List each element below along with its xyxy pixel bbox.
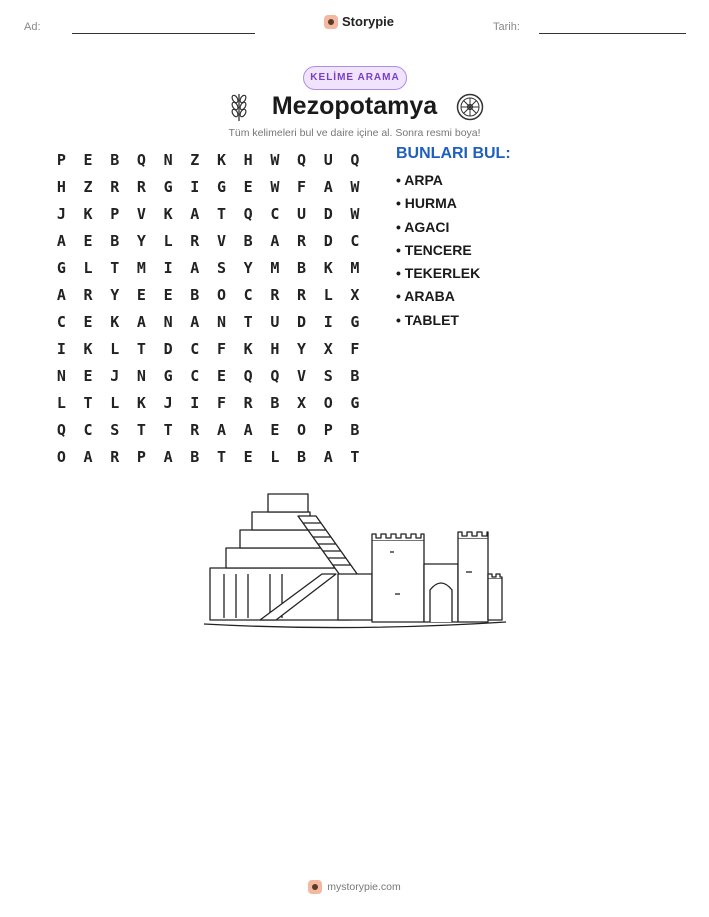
grid-letter[interactable]: F: [297, 177, 307, 196]
grid-letter[interactable]: A: [56, 231, 66, 250]
grid-letter[interactable]: I: [56, 339, 66, 358]
grid-letter[interactable]: G: [216, 177, 226, 196]
grid-letter[interactable]: K: [83, 204, 93, 223]
grid-letter[interactable]: F: [216, 393, 226, 412]
grid-letter[interactable]: B: [190, 447, 200, 466]
grid-letter[interactable]: M: [350, 258, 360, 277]
grid-letter[interactable]: A: [243, 420, 253, 439]
grid-letter[interactable]: T: [243, 312, 253, 331]
brand-name: Storypie: [342, 14, 395, 29]
grid-letter[interactable]: H: [270, 339, 280, 358]
wheel-icon: [456, 93, 484, 126]
brand-logo: [324, 14, 394, 29]
grid-letter[interactable]: A: [190, 258, 200, 277]
grid-letter[interactable]: Q: [297, 150, 307, 169]
grid-letter[interactable]: D: [297, 312, 307, 331]
grid-letter[interactable]: A: [270, 231, 280, 250]
grid-letter[interactable]: I: [190, 177, 200, 196]
grid-letter[interactable]: C: [56, 312, 66, 331]
grid-letter[interactable]: E: [136, 285, 146, 304]
grid-letter[interactable]: E: [270, 420, 280, 439]
grid-letter[interactable]: B: [297, 258, 307, 277]
grid-letter[interactable]: C: [190, 339, 200, 358]
grid-letter[interactable]: L: [270, 447, 280, 466]
grid-letter[interactable]: M: [136, 258, 146, 277]
grid-letter[interactable]: Y: [136, 231, 146, 250]
grid-row: [48, 443, 368, 470]
grid-letter[interactable]: A: [56, 285, 66, 304]
activity-badge: KELİME ARAMA: [303, 66, 407, 90]
name-label: Ad:: [24, 21, 41, 33]
grid-letter[interactable]: K: [323, 258, 333, 277]
grid-letter[interactable]: A: [323, 447, 333, 466]
grid-letter[interactable]: R: [110, 447, 120, 466]
grid-letter[interactable]: K: [110, 312, 120, 331]
grid-letter[interactable]: E: [216, 366, 226, 385]
grid-letter[interactable]: F: [350, 339, 360, 358]
grid-letter[interactable]: R: [297, 231, 307, 250]
grid-letter[interactable]: U: [270, 312, 280, 331]
grid-letter[interactable]: L: [163, 231, 173, 250]
grid-letter[interactable]: G: [163, 177, 173, 196]
grid-letter[interactable]: T: [216, 204, 226, 223]
word-list-item: • ARABA: [396, 288, 455, 305]
grid-letter[interactable]: U: [323, 150, 333, 169]
grid-letter[interactable]: V: [216, 231, 226, 250]
grid-letter[interactable]: R: [270, 285, 280, 304]
grid-letter[interactable]: N: [56, 366, 66, 385]
grid-letter[interactable]: G: [350, 393, 360, 412]
grid-letter[interactable]: I: [190, 393, 200, 412]
grid-letter[interactable]: B: [350, 420, 360, 439]
grid-letter[interactable]: Q: [243, 366, 253, 385]
grid-letter[interactable]: E: [243, 177, 253, 196]
grid-letter[interactable]: O: [297, 420, 307, 439]
grid-letter[interactable]: N: [216, 312, 226, 331]
grid-letter[interactable]: W: [350, 177, 360, 196]
grid-letter[interactable]: K: [216, 150, 226, 169]
grid-letter[interactable]: W: [270, 177, 280, 196]
grid-letter[interactable]: A: [136, 312, 146, 331]
grid-letter[interactable]: S: [323, 366, 333, 385]
grid-letter[interactable]: R: [83, 285, 93, 304]
grid-letter[interactable]: H: [243, 150, 253, 169]
grid-letter[interactable]: O: [216, 285, 226, 304]
instructions: Tüm kelimeleri bul ve daire içine al. Sonra resmi boya!: [228, 127, 481, 139]
grid-row: [48, 200, 368, 227]
grid-letter[interactable]: A: [216, 420, 226, 439]
grid-letter[interactable]: E: [83, 366, 93, 385]
grid-letter[interactable]: R: [297, 285, 307, 304]
grid-letter[interactable]: D: [323, 231, 333, 250]
grid-letter[interactable]: S: [110, 420, 120, 439]
grid-letter[interactable]: A: [190, 204, 200, 223]
grid-letter[interactable]: E: [243, 447, 253, 466]
grid-letter[interactable]: T: [216, 447, 226, 466]
grid-letter[interactable]: Z: [190, 150, 200, 169]
grid-letter[interactable]: X: [297, 393, 307, 412]
grid-letter[interactable]: Q: [243, 204, 253, 223]
word-search-grid: [48, 146, 368, 470]
grid-letter[interactable]: T: [136, 339, 146, 358]
grid-letter[interactable]: B: [270, 393, 280, 412]
grid-letter[interactable]: C: [83, 420, 93, 439]
grid-row: [48, 173, 368, 200]
footer: [0, 880, 709, 894]
grid-letter[interactable]: E: [83, 231, 93, 250]
grid-letter[interactable]: E: [83, 150, 93, 169]
grid-letter[interactable]: I: [163, 258, 173, 277]
grid-letter[interactable]: P: [323, 420, 333, 439]
grid-letter[interactable]: W: [350, 204, 360, 223]
storypie-logo-icon: [324, 15, 338, 29]
grid-letter[interactable]: G: [350, 312, 360, 331]
word-list-item: • TEKERLEK: [396, 265, 481, 282]
grid-letter[interactable]: X: [323, 339, 333, 358]
grid-letter[interactable]: B: [350, 366, 360, 385]
grid-letter[interactable]: Y: [243, 258, 253, 277]
ziggurat-illustration: [200, 490, 510, 645]
grid-letter[interactable]: D: [323, 204, 333, 223]
grid-row: [48, 416, 368, 443]
grid-letter[interactable]: L: [110, 393, 120, 412]
grid-letter[interactable]: A: [323, 177, 333, 196]
grid-letter[interactable]: G: [163, 366, 173, 385]
word-list: [396, 169, 480, 332]
grid-letter[interactable]: W: [270, 150, 280, 169]
grid-letter[interactable]: T: [83, 393, 93, 412]
word-list-item: • HURMA: [396, 195, 457, 212]
grid-letter[interactable]: Y: [110, 285, 120, 304]
grid-letter[interactable]: K: [163, 204, 173, 223]
grid-letter[interactable]: Y: [297, 339, 307, 358]
grid-letter[interactable]: X: [350, 285, 360, 304]
grid-row: [48, 227, 368, 254]
grid-letter[interactable]: P: [110, 204, 120, 223]
grid-letter[interactable]: K: [243, 339, 253, 358]
name-line: [72, 33, 255, 34]
grid-letter[interactable]: R: [243, 393, 253, 412]
grid-letter[interactable]: V: [297, 366, 307, 385]
grid-letter[interactable]: R: [136, 177, 146, 196]
grid-letter[interactable]: F: [216, 339, 226, 358]
grid-row: [48, 308, 368, 335]
grid-letter[interactable]: L: [56, 393, 66, 412]
grid-letter[interactable]: R: [190, 420, 200, 439]
grid-row: [48, 362, 368, 389]
grid-letter[interactable]: A: [83, 447, 93, 466]
grid-row: [48, 281, 368, 308]
grid-letter[interactable]: C: [190, 366, 200, 385]
grid-letter[interactable]: A: [190, 312, 200, 331]
grid-letter[interactable]: M: [270, 258, 280, 277]
grid-letter[interactable]: C: [243, 285, 253, 304]
grid-letter[interactable]: Q: [56, 420, 66, 439]
grid-row: [48, 335, 368, 362]
grid-letter[interactable]: O: [323, 393, 333, 412]
grid-letter[interactable]: J: [56, 204, 66, 223]
grid-letter[interactable]: B: [243, 231, 253, 250]
grid-letter[interactable]: Q: [270, 366, 280, 385]
grid-letter[interactable]: N: [163, 312, 173, 331]
grid-letter[interactable]: B: [297, 447, 307, 466]
grid-letter[interactable]: K: [136, 393, 146, 412]
grid-letter[interactable]: I: [323, 312, 333, 331]
grid-letter[interactable]: Q: [350, 150, 360, 169]
grid-letter[interactable]: C: [270, 204, 280, 223]
grid-letter[interactable]: B: [110, 231, 120, 250]
grid-letter[interactable]: L: [83, 258, 93, 277]
grid-letter[interactable]: H: [56, 177, 66, 196]
grid-letter[interactable]: Z: [83, 177, 93, 196]
grid-row: [48, 146, 368, 173]
grid-letter[interactable]: J: [110, 366, 120, 385]
grid-letter[interactable]: T: [136, 420, 146, 439]
grid-letter[interactable]: G: [56, 258, 66, 277]
grid-letter[interactable]: E: [83, 312, 93, 331]
grid-letter[interactable]: B: [110, 150, 120, 169]
date-label: Tarih:: [493, 21, 520, 33]
grid-letter[interactable]: P: [56, 150, 66, 169]
grid-row: [48, 389, 368, 416]
grid-letter[interactable]: T: [350, 447, 360, 466]
word-list-item: • AGACI: [396, 218, 450, 235]
grid-letter[interactable]: L: [110, 339, 120, 358]
grid-letter[interactable]: E: [163, 285, 173, 304]
grid-letter[interactable]: T: [110, 258, 120, 277]
word-list-item: • ARPA: [396, 172, 443, 188]
grid-letter[interactable]: R: [190, 231, 200, 250]
grid-letter[interactable]: O: [56, 447, 66, 466]
grid-letter[interactable]: L: [323, 285, 333, 304]
grid-row: [48, 254, 368, 281]
word-list-title: BUNLARI BUL:: [396, 145, 511, 162]
grid-letter[interactable]: N: [163, 150, 173, 169]
grid-letter[interactable]: K: [83, 339, 93, 358]
grid-letter[interactable]: D: [163, 339, 173, 358]
grid-letter[interactable]: U: [297, 204, 307, 223]
grid-letter[interactable]: R: [110, 177, 120, 196]
word-list-item: • TABLET: [396, 311, 459, 328]
footer-url[interactable]: mystorypie.com: [327, 881, 401, 893]
grid-letter[interactable]: N: [136, 366, 146, 385]
grid-letter[interactable]: T: [163, 420, 173, 439]
grid-letter[interactable]: A: [163, 447, 173, 466]
page-title: Mezopotamya: [271, 92, 438, 120]
grid-letter[interactable]: C: [350, 231, 360, 250]
date-line: [539, 33, 686, 34]
grid-letter[interactable]: J: [163, 393, 173, 412]
word-list-item: • TENCERE: [396, 241, 472, 258]
grid-letter[interactable]: B: [190, 285, 200, 304]
storypie-logo-icon: [308, 880, 322, 894]
grid-letter[interactable]: P: [136, 447, 146, 466]
grid-letter[interactable]: V: [136, 204, 146, 223]
grid-letter[interactable]: Q: [136, 150, 146, 169]
grid-letter[interactable]: S: [216, 258, 226, 277]
